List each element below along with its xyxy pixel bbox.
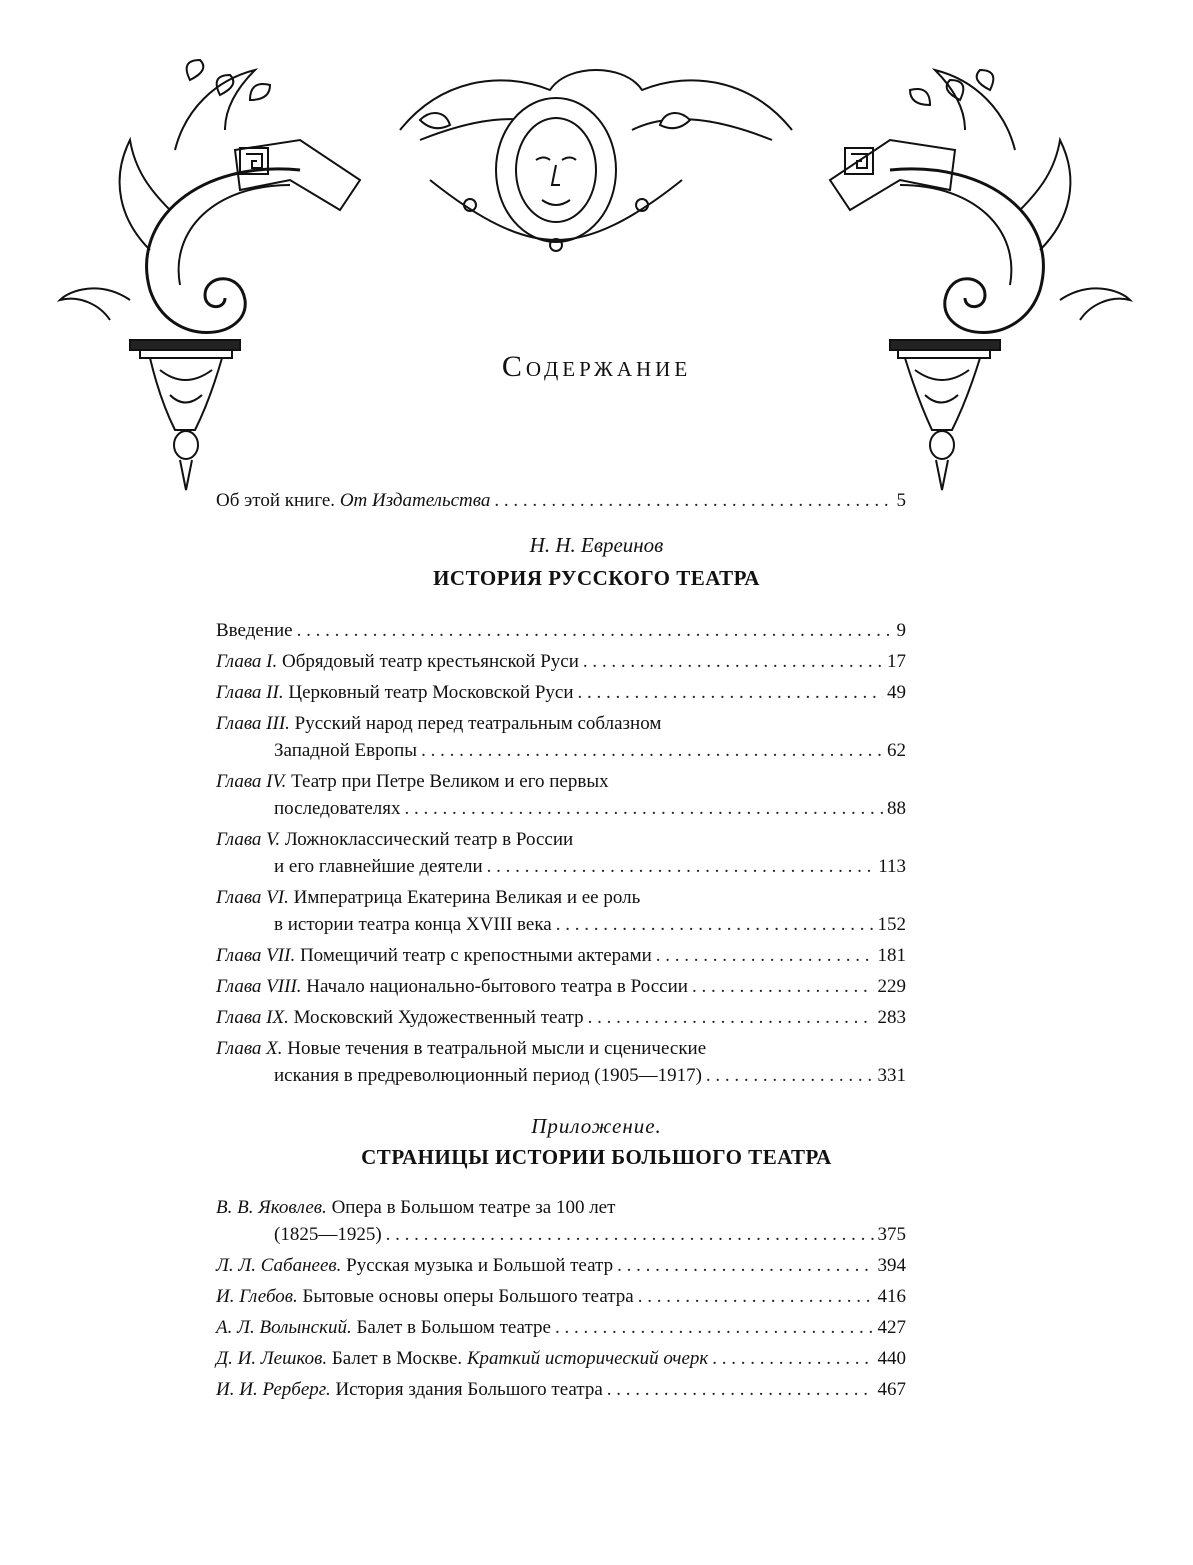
page-number: 113 xyxy=(878,856,906,877)
part2-title: СТРАНИЦЫ ИСТОРИИ БОЛЬШОГО ТЕАТРА xyxy=(361,1145,832,1169)
leader-dots xyxy=(607,1376,874,1403)
leader-dots xyxy=(706,1062,874,1089)
leader-dots xyxy=(712,1345,873,1372)
page-number: 152 xyxy=(877,914,906,935)
entry-label: Д. И. Лешков. xyxy=(216,1348,328,1369)
entry-text: Об этой книге. xyxy=(216,490,340,511)
toc-entry[interactable] xyxy=(216,487,906,514)
page-number: 283 xyxy=(877,1007,906,1028)
toc-entry[interactable] xyxy=(216,1314,906,1341)
page-number: 394 xyxy=(877,1255,906,1276)
entry-label: Глава X. xyxy=(216,1038,283,1059)
page-number: 181 xyxy=(877,945,906,966)
entry-title: Новые течения в театральной мысли и сценические xyxy=(282,1038,707,1059)
entry-label: И. И. Рерберг. xyxy=(216,1379,331,1400)
leader-dots xyxy=(578,679,883,706)
page-number: 62 xyxy=(887,740,906,761)
entry-title: Балет в Москве. xyxy=(327,1348,467,1369)
entry-title: История здания Большого театра xyxy=(330,1379,603,1400)
leader-dots xyxy=(487,853,875,880)
leader-dots xyxy=(588,1004,874,1031)
entry-title-cont: последователях xyxy=(274,798,401,819)
entry-title-cont: Западной Европы xyxy=(274,740,418,761)
toc-entry[interactable] xyxy=(216,679,906,706)
page-number: 9 xyxy=(896,620,906,641)
entry-title: Императрица Екатерина Великая и ее роль xyxy=(288,887,641,908)
page-number: 416 xyxy=(877,1286,906,1307)
part1-title: ИСТОРИЯ РУССКОГО ТЕАТРА xyxy=(433,566,760,590)
entry-label: В. В. Яковлев. xyxy=(216,1197,327,1218)
leader-dots xyxy=(297,617,893,644)
toc-entry[interactable] xyxy=(216,826,906,880)
entry-label: Глава III. xyxy=(216,713,290,734)
part2-toc xyxy=(216,1194,906,1407)
toc-entry[interactable] xyxy=(216,1345,906,1372)
entry-title-cont: в истории театра конца XVIII века xyxy=(274,914,552,935)
page-number: 5 xyxy=(896,490,906,511)
toc-entry[interactable] xyxy=(216,942,906,969)
part1-toc xyxy=(216,617,906,1093)
entry-title: Церковный театр Московской Руси xyxy=(283,682,574,703)
toc-entry[interactable] xyxy=(216,1283,906,1310)
mask-cartouche-icon xyxy=(400,70,792,251)
entry-label: Глава I. xyxy=(216,651,278,672)
toc-entry[interactable] xyxy=(216,1376,906,1403)
toc-entry[interactable] xyxy=(216,973,906,1000)
page-number: 229 xyxy=(877,976,906,997)
toc-entry[interactable] xyxy=(216,1035,906,1089)
page-title: Содержание xyxy=(501,350,692,383)
page-number: 331 xyxy=(877,1065,906,1086)
leader-dots xyxy=(617,1252,873,1279)
entry-suffix: Краткий исторический очерк xyxy=(466,1348,709,1369)
left-scroll-icon xyxy=(60,60,360,333)
entry-title: Начало национально-бытового театра в России xyxy=(301,976,688,997)
leader-dots xyxy=(556,911,874,938)
page-number: 88 xyxy=(887,798,906,819)
entry-title: Театр при Петре Великом и его первых xyxy=(286,771,609,792)
entry-title: Бытовые основы оперы Большого театра xyxy=(297,1286,634,1307)
page-number: 49 xyxy=(887,682,906,703)
entry-label: Глава IX. xyxy=(216,1007,289,1028)
entry-title-cont: (1825—1925) xyxy=(274,1224,382,1245)
entry-title-cont: и его главнейшие деятели xyxy=(274,856,483,877)
entry-label: Глава VII. xyxy=(216,945,296,966)
page-number: 467 xyxy=(877,1379,906,1400)
leader-dots xyxy=(405,795,883,822)
entry-title: Ложноклассический театр в России xyxy=(280,829,574,850)
entry-title: Введение xyxy=(216,620,293,641)
toc-entry[interactable] xyxy=(216,617,906,644)
toc-entry[interactable] xyxy=(216,648,906,675)
leader-dots xyxy=(555,1314,874,1341)
entry-label: И. Глебов. xyxy=(216,1286,298,1307)
page-number: 440 xyxy=(877,1348,906,1369)
entry-title: Московский Художественный театр xyxy=(288,1007,584,1028)
toc-entry[interactable] xyxy=(216,710,906,764)
entry-label: А. Л. Волынский. xyxy=(216,1317,352,1338)
page-number: 375 xyxy=(877,1224,906,1245)
toc-entry[interactable] xyxy=(216,1252,906,1279)
entry-title: Опера в Большом театре за 100 лет xyxy=(326,1197,616,1218)
entry-title: Балет в Большом театре xyxy=(351,1317,551,1338)
entry-title-cont: искания в предреволюционный период (1905—1917) xyxy=(274,1065,702,1086)
entry-title: Помещичий театр с крепостными актерами xyxy=(295,945,652,966)
entry-title: Обрядовый театр крестьянской Руси xyxy=(277,651,579,672)
leader-dots xyxy=(638,1283,874,1310)
leader-dots xyxy=(692,973,874,1000)
page-number: 17 xyxy=(887,651,906,672)
entry-title: Русский народ перед театральным соблазном xyxy=(289,713,662,734)
leader-dots xyxy=(656,942,874,969)
entry-label: Глава V. xyxy=(216,829,281,850)
page-number: 427 xyxy=(877,1317,906,1338)
part2-author: Приложение. xyxy=(531,1114,662,1138)
toc-entry[interactable] xyxy=(216,1004,906,1031)
toc-intro xyxy=(216,487,906,514)
leader-dots xyxy=(494,487,892,514)
leader-dots xyxy=(583,648,883,675)
header-ornament xyxy=(0,0,1193,500)
toc-entry[interactable] xyxy=(216,884,906,938)
entry-label: Глава II. xyxy=(216,682,284,703)
entry-label: Л. Л. Сабанеев. xyxy=(216,1255,342,1276)
entry-label: Глава IV. xyxy=(216,771,287,792)
leader-dots xyxy=(421,737,883,764)
entry-label: Глава VI. xyxy=(216,887,289,908)
entry-italic: От Издательства xyxy=(339,490,491,511)
right-scroll-icon xyxy=(830,70,1130,333)
toc-entry[interactable] xyxy=(216,1194,906,1248)
entry-title: Русская музыка и Большой театр xyxy=(341,1255,614,1276)
toc-entry[interactable] xyxy=(216,768,906,822)
part1-author: Н. Н. Евреинов xyxy=(529,533,664,557)
leader-dots xyxy=(386,1221,874,1248)
entry-label: Глава VIII. xyxy=(216,976,302,997)
